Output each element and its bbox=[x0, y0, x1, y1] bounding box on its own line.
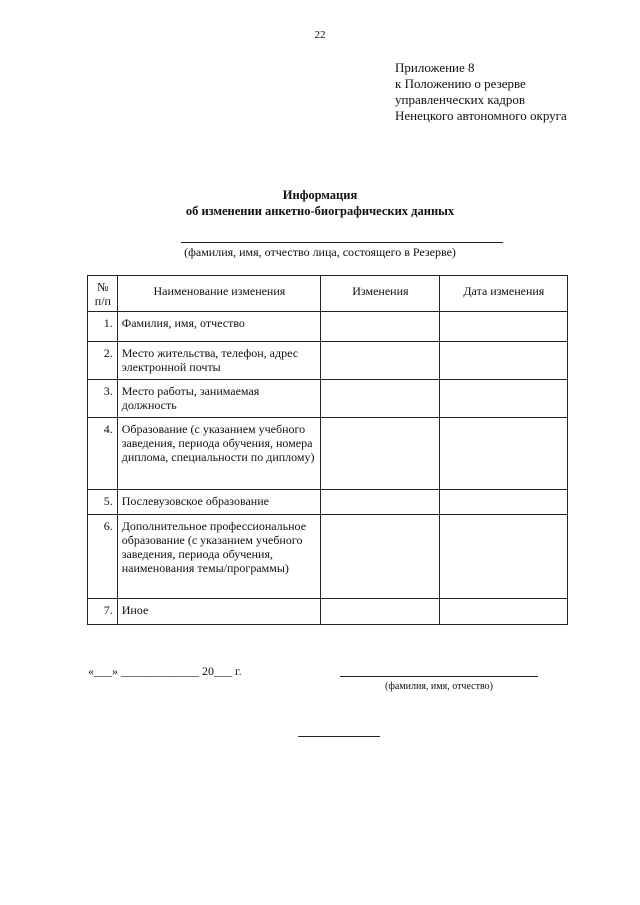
table-row bbox=[88, 342, 568, 380]
signature-caption: (фамилия, имя, отчество) bbox=[385, 681, 493, 692]
row-num: 4. bbox=[88, 418, 118, 490]
row-name: Фамилия, имя, отчество bbox=[117, 312, 320, 342]
header-num-label: № п/п bbox=[94, 280, 111, 308]
row-date-cell[interactable] bbox=[439, 599, 567, 625]
row-date-cell[interactable] bbox=[439, 342, 567, 380]
row-date-cell[interactable] bbox=[439, 380, 567, 418]
row-changes-cell[interactable] bbox=[321, 599, 440, 625]
row-num: 7. bbox=[88, 599, 118, 625]
header-date bbox=[439, 276, 567, 312]
row-changes-cell[interactable] bbox=[321, 490, 440, 515]
person-name-caption: (фамилия, имя, отчество лица, состоящего в Резерве) bbox=[184, 245, 456, 259]
row-name: Послевузовское образование bbox=[117, 490, 320, 515]
header-num bbox=[88, 276, 118, 312]
header-name bbox=[117, 276, 320, 312]
document-title bbox=[0, 187, 640, 219]
row-num: 6. bbox=[88, 515, 118, 599]
signature-underline bbox=[340, 676, 538, 677]
header-changes bbox=[321, 276, 440, 312]
table-row bbox=[88, 490, 568, 515]
page-number: 22 bbox=[314, 29, 326, 41]
header-changes-label: Изменения bbox=[352, 284, 409, 298]
appendix-line: Приложение 8 bbox=[395, 60, 475, 75]
appendix-line: управленческих кадров bbox=[395, 92, 525, 107]
row-name: Дополнительное профессиональное образование (с указанием учебного заведения, периода обучения, наименования темы/программы) bbox=[117, 515, 320, 599]
row-date-cell[interactable] bbox=[439, 418, 567, 490]
row-name: Место работы, занимаемая должность bbox=[117, 380, 320, 418]
changes-table bbox=[87, 275, 568, 625]
table-header-row bbox=[88, 276, 568, 312]
row-changes-cell[interactable] bbox=[321, 380, 440, 418]
appendix-reference bbox=[395, 60, 567, 124]
row-date-cell[interactable] bbox=[439, 312, 567, 342]
table-row bbox=[88, 418, 568, 490]
appendix-line: к Положению о резерве bbox=[395, 76, 526, 91]
row-changes-cell[interactable] bbox=[321, 342, 440, 380]
row-num: 5. bbox=[88, 490, 118, 515]
appendix-line: Ненецкого автономного округа bbox=[395, 108, 567, 123]
row-num: 3. bbox=[88, 380, 118, 418]
header-date-label: Дата изменения bbox=[463, 284, 545, 298]
row-changes-cell[interactable] bbox=[321, 515, 440, 599]
row-name: Образование (с указанием учебного заведения, периода обучения, номера диплома, специальности по диплому) bbox=[117, 418, 320, 490]
table-row bbox=[88, 599, 568, 625]
date-field: «___» _____________ 20___ г. bbox=[88, 664, 242, 678]
row-date-cell[interactable] bbox=[439, 490, 567, 515]
table-row bbox=[88, 515, 568, 599]
title-line: об изменении анкетно-биографических данных bbox=[185, 204, 455, 218]
person-name-underline bbox=[181, 242, 503, 243]
row-changes-cell[interactable] bbox=[321, 418, 440, 490]
row-name: Иное bbox=[117, 599, 320, 625]
header-name-label: Наименование изменения bbox=[153, 284, 286, 298]
table-row bbox=[88, 380, 568, 418]
row-date-cell[interactable] bbox=[439, 515, 567, 599]
row-name: Место жительства, телефон, адрес электронной почты bbox=[117, 342, 320, 380]
row-changes-cell[interactable] bbox=[321, 312, 440, 342]
end-separator-line bbox=[298, 736, 380, 737]
row-num: 1. bbox=[88, 312, 118, 342]
table-row bbox=[88, 312, 568, 342]
row-num: 2. bbox=[88, 342, 118, 380]
title-line: Информация bbox=[282, 188, 358, 202]
